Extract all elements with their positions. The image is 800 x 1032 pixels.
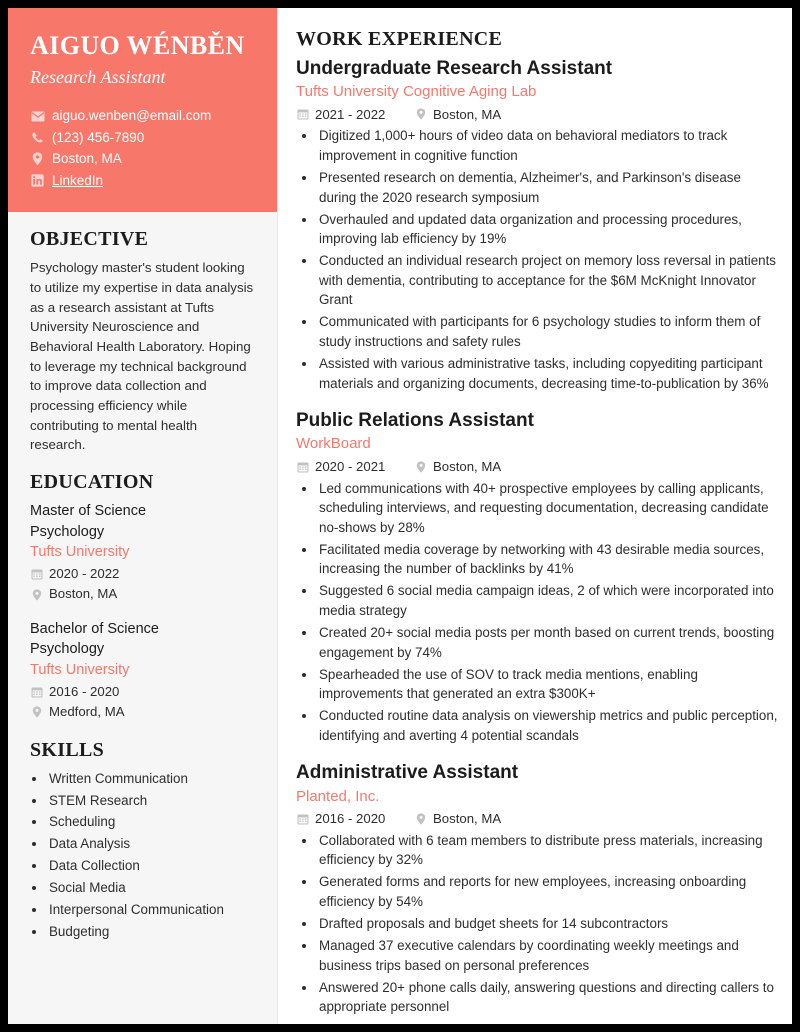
map-pin-icon	[30, 706, 43, 718]
contact-item-linkedin[interactable]	[30, 171, 255, 192]
list-item: • Data Collection	[47, 856, 255, 877]
list-item: • Collaborated with 6 team members to distribute press materials, increasing efficiency by 32%	[317, 831, 778, 870]
list-item: • Budgeting	[47, 922, 255, 943]
objective-heading: OBJECTIVE	[30, 228, 149, 251]
list-item: • Conducted routine data analysis on viewership metrics and public perception, identifying and averting 4 potential scandals	[317, 706, 778, 745]
contact-item-email[interactable]	[30, 106, 255, 127]
list-item: • Generated forms and reports for new employees, increasing onboarding efficiency by 54%	[317, 872, 778, 911]
job-company: WorkBoard	[296, 435, 371, 453]
sidebar-body	[8, 212, 277, 1024]
education-location-text: Boston, MA	[49, 586, 118, 602]
list-item: • Led communications with 40+ prospective employees by calling applicants, scheduling interviews, and requesting documentation, decreasing candidate no-shows by 28%	[317, 479, 778, 538]
education-dates-row	[30, 564, 255, 584]
map-pin-icon	[414, 813, 427, 825]
envelope-icon	[30, 111, 45, 122]
job-meta	[296, 105, 778, 125]
list-item: • Answered 20+ phone calls daily, answering questions and directing callers to appropriate personnel	[317, 978, 778, 1017]
job-bullets	[296, 126, 778, 393]
skills-heading: SKILLS	[30, 738, 105, 761]
list-item: • Suggested 6 social media campaign ideas, 2 of which were incorporated into media strategy	[317, 581, 778, 620]
education-entry	[30, 501, 255, 605]
education-location-text: Medford, MA	[49, 704, 125, 720]
job-company: Planted, Inc.	[296, 787, 380, 805]
education-school: Tufts University	[30, 544, 130, 561]
header-block	[8, 8, 277, 212]
education-heading: EDUCATION	[30, 470, 154, 493]
list-item: • Social Media	[47, 878, 255, 899]
education-dates-row	[30, 682, 255, 702]
education-school: Tufts University	[30, 661, 130, 678]
job-entry	[296, 761, 778, 1016]
list-item: • Facilitated media coverage by networking with 43 desirable media sources, increasing the number of backlinks by 41%	[317, 540, 778, 579]
job-title: Public Relations Assistant	[296, 410, 534, 432]
job-meta	[296, 809, 778, 829]
list-item: • STEM Research	[47, 791, 255, 812]
contact-phone-text: (123) 456-7890	[52, 129, 145, 145]
education-entry	[30, 619, 255, 723]
education-field: Psychology	[30, 523, 105, 540]
skills-list	[30, 769, 255, 943]
map-pin-icon	[30, 589, 43, 601]
list-item: • Interpersonal Communication	[47, 900, 255, 921]
list-item: • Overhauled and updated data organization and processing procedures, improving lab efficiency by 19%	[317, 210, 778, 249]
main-column	[278, 8, 792, 1024]
candidate-name: AIGUO WÉNBĚN	[30, 31, 245, 60]
calendar-icon	[30, 568, 43, 580]
job-location	[414, 809, 501, 829]
sidebar	[8, 8, 278, 1024]
contact-location-text: Boston, MA	[52, 151, 122, 167]
education-dates-text: 2016 - 2020	[49, 683, 120, 699]
job-title: Administrative Assistant	[296, 762, 519, 784]
contact-email-text: aiguo.wenben@email.com	[52, 108, 212, 124]
job-dates	[296, 105, 414, 125]
education-section	[30, 471, 255, 723]
objective-section	[30, 228, 255, 455]
linkedin-icon	[30, 174, 45, 187]
job-dates-text: 2021 - 2022	[315, 106, 386, 122]
skills-section	[30, 739, 255, 943]
job-location	[414, 457, 501, 477]
calendar-icon	[30, 686, 43, 698]
work-experience-heading: WORK EXPERIENCE	[296, 28, 503, 50]
calendar-icon	[296, 108, 309, 120]
job-bullets	[296, 831, 778, 1017]
job-dates-text: 2016 - 2020	[315, 810, 386, 826]
list-item: • Written Communication	[47, 769, 255, 790]
job-entry	[296, 409, 778, 745]
education-location-row	[30, 702, 255, 722]
list-item: • Presented research on dementia, Alzheimer's, and Parkinson's disease during the 2020 research symposium	[317, 168, 778, 207]
map-pin-icon	[414, 461, 427, 473]
objective-text: Psychology master's student looking to utilize my expertise in data analysis as a research assistant at Tufts University Neuroscience and Behavioral Health Laboratory. Hoping to leverage my technical background to improve data collection and processing efficiency while contributing to mental health research.	[30, 260, 254, 453]
job-title: Undergraduate Research Assistant	[296, 58, 613, 79]
job-dates	[296, 457, 414, 477]
list-item: • Data Analysis	[47, 834, 255, 855]
education-dates-text: 2020 - 2022	[49, 565, 120, 581]
job-bullets	[296, 479, 778, 746]
job-meta	[296, 457, 778, 477]
contact-list	[30, 106, 255, 191]
list-item: • Assisted with various administrative tasks, including copyediting participant materials and organizing documents, decreasing time-to-publication by 36%	[317, 354, 778, 393]
list-item: • Managed 37 executive calendars by coordinating weekly meetings and business trips based on personal preferences	[317, 936, 778, 975]
education-location-row	[30, 584, 255, 604]
job-location	[414, 105, 501, 125]
job-entry	[296, 57, 778, 393]
resume-page	[8, 8, 792, 1024]
phone-icon	[30, 131, 45, 144]
map-pin-icon	[414, 108, 427, 120]
contact-item-location	[30, 149, 255, 170]
job-company: Tufts University Cognitive Aging Lab	[296, 83, 537, 101]
job-location-text: Boston, MA	[433, 106, 502, 122]
candidate-title: Research Assistant	[30, 66, 166, 87]
calendar-icon	[296, 813, 309, 825]
education-degree: Master of Science	[30, 502, 147, 519]
list-item: • Spearheaded the use of SOV to track media mentions, enabling improvements that generated an extra $300K+	[317, 665, 778, 704]
education-field: Psychology	[30, 641, 105, 658]
job-dates-text: 2020 - 2021	[315, 458, 386, 474]
job-location-text: Boston, MA	[433, 810, 502, 826]
list-item: • Communicated with participants for 6 psychology studies to inform them of study instructions and safety rules	[317, 312, 778, 351]
list-item: • Drafted proposals and budget sheets for 14 subcontractors	[317, 914, 778, 934]
job-dates	[296, 809, 414, 829]
calendar-icon	[296, 461, 309, 473]
education-degree: Bachelor of Science	[30, 620, 159, 637]
contact-linkedin-text[interactable]: LinkedIn	[52, 172, 104, 188]
list-item: • Digitized 1,000+ hours of video data on behavioral mediators to track improvement in cognitive function	[317, 126, 778, 165]
list-item: • Scheduling	[47, 812, 255, 833]
map-pin-icon	[30, 152, 45, 166]
list-item: • Conducted an individual research project on memory loss reversal in patients with dementia, contributing to acceptance for the $6M McKnight Innovator Grant	[317, 251, 778, 310]
contact-item-phone[interactable]	[30, 128, 255, 149]
list-item: • Created 20+ social media posts per month based on current trends, boosting engagement by 74%	[317, 623, 778, 662]
job-location-text: Boston, MA	[433, 458, 502, 474]
